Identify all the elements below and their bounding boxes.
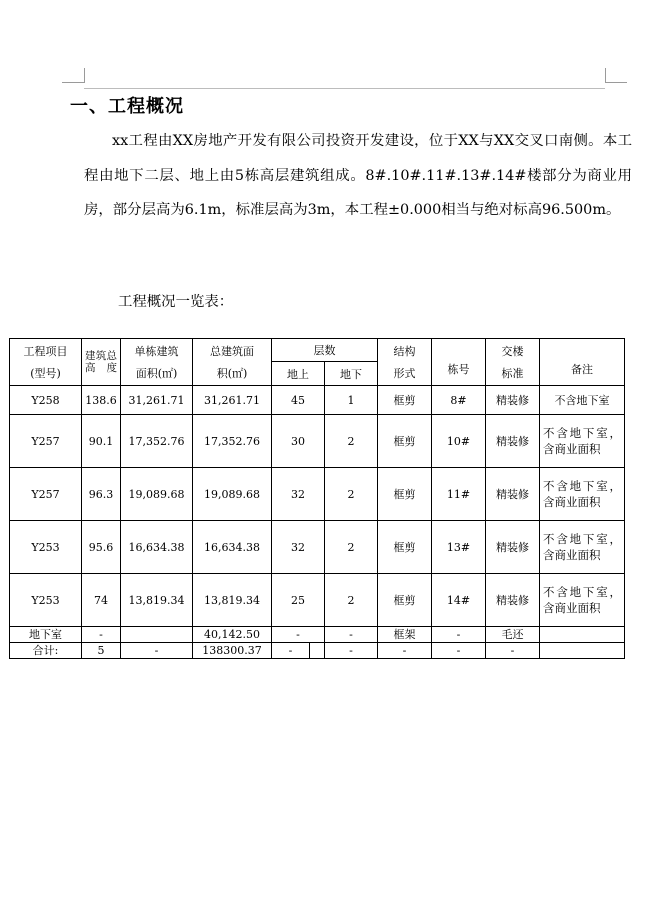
- cell-remark: 不含地下室: [540, 386, 625, 415]
- cell-model: 地下室: [10, 627, 82, 643]
- header-below: 地下: [325, 362, 378, 386]
- cell-height: 95.6: [82, 521, 121, 574]
- cell-standard: 精装修: [486, 468, 540, 521]
- cell-structure: 框剪: [378, 415, 432, 468]
- table-row: [10, 574, 625, 627]
- intro-paragraph: xx工程由XX房地产开发有限公司投资开发建设，位于XX与XX交叉口南侧。本工程由地下二层、地上由5栋高层建筑组成。8#.10#.11#.13#.14#楼部分为商业用房，部分层高为6.1m，标准层高为3m，本工程±0.000相当与绝对标高96.500m。: [84, 133, 632, 218]
- cell-height: -: [82, 627, 121, 643]
- header-above: 地上: [272, 362, 325, 386]
- cell-remark: 不含地下室，含商业面积: [540, 574, 625, 627]
- header-structure: 结构 形式: [378, 339, 432, 386]
- cell-unit-area: 31,261.71: [121, 386, 193, 415]
- cell-standard: 精装修: [486, 574, 540, 627]
- crop-mark-right-horizontal: [605, 82, 627, 83]
- cell-above: 25: [272, 574, 325, 627]
- cell-model: Y253: [10, 521, 82, 574]
- cell-unit-area: 19,089.68: [121, 468, 193, 521]
- cell-model: Y257: [10, 415, 82, 468]
- crop-mark-left-horizontal: [62, 82, 84, 83]
- header-unit-area: 单栋建筑 面积(㎡): [121, 339, 193, 386]
- header-floors: 层数: [272, 339, 378, 362]
- cell-remark: 不含地下室，含商业面积: [540, 521, 625, 574]
- cell-above: -: [272, 627, 325, 643]
- cell-unit-area: 16,634.38: [121, 521, 193, 574]
- cell-standard: 精装修: [486, 386, 540, 415]
- cell-unit-area: 13,819.34: [121, 574, 193, 627]
- cell-total-area: 31,261.71: [193, 386, 272, 415]
- table-row: [10, 468, 625, 521]
- cell-total-area: 40,142.50: [193, 627, 272, 643]
- cell-height: 74: [82, 574, 121, 627]
- cell-height: 138.6: [82, 386, 121, 415]
- cell-above: 32: [272, 521, 325, 574]
- cell-total-area: 17,352.76: [193, 415, 272, 468]
- cell-model: Y257: [10, 468, 82, 521]
- cell-standard: 精装修: [486, 521, 540, 574]
- cell-standard: -: [486, 643, 540, 659]
- cell-building: -: [432, 627, 486, 643]
- header-height: 建筑总高度: [82, 339, 121, 386]
- cell-model: Y253: [10, 574, 82, 627]
- cell-building: 8#: [432, 386, 486, 415]
- cell-above: -: [272, 643, 310, 659]
- header-building-no: 栋号: [432, 339, 486, 386]
- cell-structure: 框剪: [378, 468, 432, 521]
- cell-below: 2: [325, 521, 378, 574]
- cell-building: 11#: [432, 468, 486, 521]
- cell-below: 2: [325, 574, 378, 627]
- cell-above: 45: [272, 386, 325, 415]
- cell-remark: 不含地下室，含商业面积: [540, 415, 625, 468]
- table-row-basement: [10, 627, 625, 643]
- cell-building: 10#: [432, 415, 486, 468]
- table-row: [10, 415, 625, 468]
- cell-structure: 框剪: [378, 386, 432, 415]
- cell-building: 13#: [432, 521, 486, 574]
- cell-total-area: 16,634.38: [193, 521, 272, 574]
- cell-structure: -: [378, 643, 432, 659]
- cell-total-area: 138300.37: [193, 643, 272, 659]
- cell-below: 1: [325, 386, 378, 415]
- cell-height: 96.3: [82, 468, 121, 521]
- cell-below: 2: [325, 468, 378, 521]
- cell-height: 90.1: [82, 415, 121, 468]
- crop-mark-left-vertical: [84, 68, 85, 83]
- cell-model: 合计:: [10, 643, 82, 659]
- table-row: [10, 521, 625, 574]
- table-caption: 工程概况一览表：: [118, 294, 234, 310]
- crop-mark-right-vertical: [605, 68, 606, 83]
- cell-remark: [540, 643, 625, 659]
- cell-structure: 框架: [378, 627, 432, 643]
- cell-height: 5: [82, 643, 121, 659]
- cell-remark: [540, 627, 625, 643]
- cell-below: -: [325, 627, 378, 643]
- cell-above: 32: [272, 468, 325, 521]
- cell-below: -: [325, 643, 378, 659]
- header-row-1: [10, 339, 625, 362]
- cell-structure: 框剪: [378, 574, 432, 627]
- cell-standard: 毛还: [486, 627, 540, 643]
- cell-total-area: 13,819.34: [193, 574, 272, 627]
- cell-total-area: 19,089.68: [193, 468, 272, 521]
- cell-unit-area: 17,352.76: [121, 415, 193, 468]
- cell-unit-area: [121, 627, 193, 643]
- cell-blank: [310, 643, 325, 659]
- section-heading: 一、工程概况: [70, 96, 184, 117]
- overview-table: [9, 338, 625, 659]
- cell-unit-area: -: [121, 643, 193, 659]
- header-remark: 备注: [540, 339, 625, 386]
- header-delivery: 交楼 标准: [486, 339, 540, 386]
- cell-structure: 框剪: [378, 521, 432, 574]
- header-total-area: 总建筑面 积(㎡): [193, 339, 272, 386]
- header-item: 工程项目 (型号): [10, 339, 82, 386]
- cell-model: Y258: [10, 386, 82, 415]
- cell-remark: 不含地下室，含商业面积: [540, 468, 625, 521]
- cell-above: 30: [272, 415, 325, 468]
- cell-below: 2: [325, 415, 378, 468]
- cell-building: -: [432, 643, 486, 659]
- header-rule: [84, 88, 605, 89]
- cell-standard: 精装修: [486, 415, 540, 468]
- table-row-total: [10, 643, 625, 659]
- table-row: [10, 386, 625, 415]
- cell-building: 14#: [432, 574, 486, 627]
